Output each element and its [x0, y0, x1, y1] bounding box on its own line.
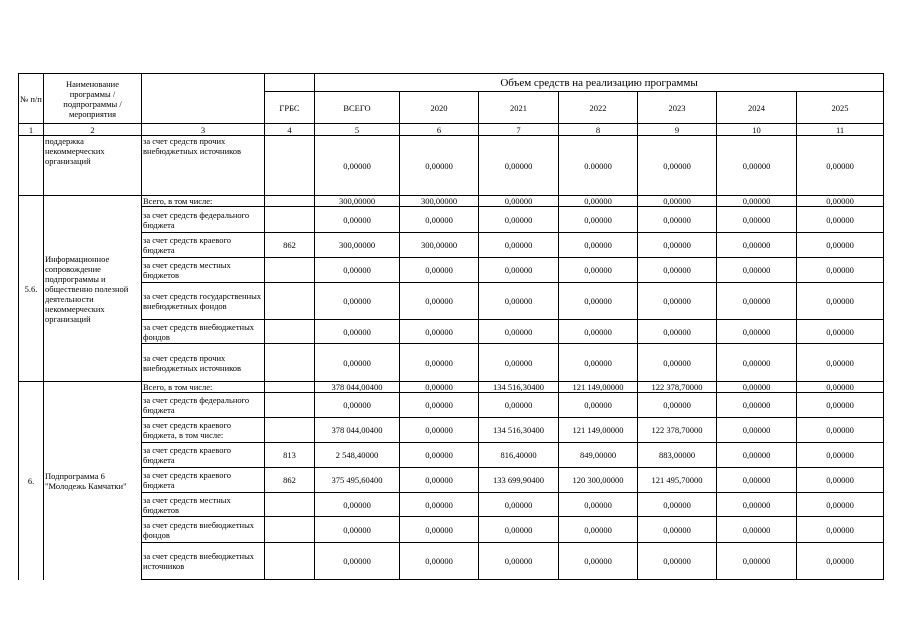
value-cell: 0,00000: [559, 207, 638, 233]
value-cell: 134 516,30400: [479, 418, 559, 443]
value-cell: 0,00000: [315, 344, 400, 382]
value-cell: 0,00000: [717, 382, 797, 393]
value-cell: 0,00000: [797, 382, 884, 393]
table-row: [19, 207, 884, 233]
value-cell: 0,00000: [638, 196, 717, 207]
table-body: [19, 136, 884, 580]
value-cell: 0,00000: [797, 543, 884, 580]
value-cell: 0,00000: [315, 543, 400, 580]
value-cell: 0,00000: [638, 493, 717, 517]
row-name: поддержка некоммерческих организаций: [44, 136, 142, 196]
value-cell: 0,00000: [479, 233, 559, 258]
header-source: [142, 74, 265, 124]
table-row: [19, 233, 884, 258]
row-source: за счет средств федерального бюджета: [142, 207, 265, 233]
header-total: ВСЕГО: [315, 92, 400, 124]
value-cell: 0,00000: [717, 258, 797, 283]
table-row: [19, 258, 884, 283]
value-cell: 0,00000: [638, 543, 717, 580]
table-row: [19, 493, 884, 517]
row-grbs: [265, 258, 315, 283]
table-row: [19, 443, 884, 468]
value-cell: 0,00000: [797, 196, 884, 207]
value-cell: 0,00000: [400, 344, 479, 382]
value-cell: 0,00000: [315, 517, 400, 543]
row-source: за счет средств местных бюджетов: [142, 258, 265, 283]
value-cell: 0,00000: [717, 393, 797, 418]
row-grbs: [265, 344, 315, 382]
value-cell: 0.00000: [559, 136, 638, 196]
value-cell: 0,00000: [717, 493, 797, 517]
value-cell: 0,00000: [638, 517, 717, 543]
value-cell: 0,00000: [559, 258, 638, 283]
row-grbs: [265, 196, 315, 207]
value-cell: 0,00000: [638, 344, 717, 382]
value-cell: 2 548,40000: [315, 443, 400, 468]
header-year: 2021: [479, 92, 559, 124]
row-grbs: [265, 493, 315, 517]
value-cell: 849,00000: [559, 443, 638, 468]
value-cell: 0,00000: [479, 320, 559, 344]
value-cell: 0,00000: [559, 320, 638, 344]
value-cell: 121 149,00000: [559, 418, 638, 443]
value-cell: 0,00000: [315, 258, 400, 283]
section-name: Подпрограмма 6 "Молодежь Камчатки": [44, 382, 142, 580]
value-cell: 0,00000: [638, 258, 717, 283]
header-grbs: ГРБС: [265, 92, 315, 124]
row-grbs: [265, 136, 315, 196]
header-num: № п/п: [19, 74, 44, 124]
row-grbs: [265, 382, 315, 393]
row-source: за счет средств государственных внебюджетных фондов: [142, 283, 265, 320]
value-cell: 816,40000: [479, 443, 559, 468]
value-cell: 0,00000: [638, 320, 717, 344]
column-number: 8: [559, 124, 638, 136]
row-source: за счет средств внебюджетных источников: [142, 543, 265, 580]
value-cell: 0,00000: [797, 320, 884, 344]
table-row: [19, 418, 884, 443]
header-name: Наименование программы / подпрограммы / мероприятия: [44, 74, 142, 124]
row-grbs: [265, 517, 315, 543]
value-cell: 121 495,70000: [638, 468, 717, 493]
row-grbs: 813: [265, 443, 315, 468]
column-number: 9: [638, 124, 717, 136]
value-cell: 0,00000: [717, 233, 797, 258]
column-number: 2: [44, 124, 142, 136]
value-cell: 0,00000: [559, 196, 638, 207]
column-number: 1: [19, 124, 44, 136]
section-name: Информационное сопровождение подпрограммы и общественно полезной деятельности некоммерческих организаций: [44, 196, 142, 382]
value-cell: 121 149,00000: [559, 382, 638, 393]
value-cell: 0,00000: [717, 283, 797, 320]
value-cell: 0,00000: [400, 207, 479, 233]
row-source: Всего, в том числе:: [142, 196, 265, 207]
table-row: [19, 344, 884, 382]
row-grbs: 862: [265, 233, 315, 258]
value-cell: 0,00000: [400, 418, 479, 443]
table-row: [19, 517, 884, 543]
row-num: [19, 136, 44, 196]
table-row: [19, 320, 884, 344]
row-source: за счет средств краевого бюджета: [142, 443, 265, 468]
row-grbs: [265, 543, 315, 580]
value-cell: 0,00000: [479, 258, 559, 283]
value-cell: 0,00000: [479, 207, 559, 233]
table-row: [19, 283, 884, 320]
value-cell: 0,00000: [717, 443, 797, 468]
value-cell: 133 699,90400: [479, 468, 559, 493]
header-volume-title: Объем средств на реализацию программы: [315, 74, 884, 92]
row-source: за счет средств прочих внебюджетных источников: [142, 344, 265, 382]
value-cell: 300,00000: [315, 196, 400, 207]
value-cell: 0,00000: [638, 207, 717, 233]
table-row: [19, 543, 884, 580]
value-cell: 0,00000: [400, 443, 479, 468]
value-cell: 0,00000: [400, 543, 479, 580]
table-row: [19, 136, 884, 196]
value-cell: 0,00000: [400, 468, 479, 493]
value-cell: 0,00000: [400, 393, 479, 418]
value-cell: 0,00000: [717, 517, 797, 543]
column-number: 3: [142, 124, 265, 136]
column-number: 10: [717, 124, 797, 136]
row-grbs: [265, 283, 315, 320]
value-cell: 0,00000: [717, 320, 797, 344]
value-cell: 0,00000: [559, 344, 638, 382]
value-cell: 0,00000: [479, 136, 559, 196]
value-cell: 378 044,00400: [315, 418, 400, 443]
row-grbs: [265, 393, 315, 418]
value-cell: 0,00000: [797, 258, 884, 283]
value-cell: 375 495,60400: [315, 468, 400, 493]
row-source: за счет средств внебюджетных фондов: [142, 320, 265, 344]
value-cell: 0,00000: [315, 393, 400, 418]
header-year: 2020: [400, 92, 479, 124]
value-cell: 0,00000: [797, 207, 884, 233]
value-cell: 0,00000: [479, 493, 559, 517]
value-cell: 300,00000: [400, 196, 479, 207]
value-cell: 0,00000: [638, 393, 717, 418]
value-cell: 0,00000: [400, 517, 479, 543]
value-cell: 0,00000: [717, 207, 797, 233]
value-cell: 0,00000: [559, 517, 638, 543]
value-cell: 0,00000: [315, 493, 400, 517]
header-year: 2023: [638, 92, 717, 124]
value-cell: 0,00000: [717, 136, 797, 196]
column-number-row: [19, 124, 884, 136]
program-funding-table: [18, 73, 884, 580]
value-cell: 0,00000: [797, 283, 884, 320]
row-source: за счет средств прочих внебюджетных источников: [142, 136, 265, 196]
section-num: 6.: [19, 382, 44, 580]
value-cell: 0,00000: [400, 493, 479, 517]
value-cell: 0,00000: [559, 393, 638, 418]
value-cell: 0,00000: [315, 320, 400, 344]
value-cell: 0,00000: [400, 320, 479, 344]
budget-table-page: [18, 73, 883, 580]
value-cell: 0,00000: [400, 136, 479, 196]
value-cell: 120 300,00000: [559, 468, 638, 493]
value-cell: 0,00000: [479, 517, 559, 543]
value-cell: 0,00000: [400, 258, 479, 283]
value-cell: 0,00000: [797, 233, 884, 258]
value-cell: 0,00000: [797, 493, 884, 517]
row-source: за счет средств федерального бюджета: [142, 393, 265, 418]
table-header: [19, 74, 884, 136]
value-cell: 0,00000: [797, 418, 884, 443]
value-cell: 0,00000: [797, 443, 884, 468]
column-number: 6: [400, 124, 479, 136]
column-number: 7: [479, 124, 559, 136]
value-cell: 0,00000: [717, 196, 797, 207]
value-cell: 300,00000: [400, 233, 479, 258]
value-cell: 134 516,30400: [479, 382, 559, 393]
value-cell: 883,00000: [638, 443, 717, 468]
value-cell: 0,00000: [638, 283, 717, 320]
value-cell: 0,00000: [315, 283, 400, 320]
header-year: 2022: [559, 92, 638, 124]
header-year: 2025: [797, 92, 884, 124]
table-row: [19, 382, 884, 393]
value-cell: 0,00000: [797, 517, 884, 543]
table-row: [19, 196, 884, 207]
value-cell: 0,00000: [559, 233, 638, 258]
row-source: за счет средств местных бюджетов: [142, 493, 265, 517]
value-cell: 0,00000: [479, 393, 559, 418]
table-row: [19, 393, 884, 418]
row-grbs: 862: [265, 468, 315, 493]
value-cell: 0,00000: [479, 283, 559, 320]
column-number: 11: [797, 124, 884, 136]
value-cell: 0,00000: [717, 418, 797, 443]
row-grbs: [265, 320, 315, 344]
row-source: за счет средств краевого бюджета: [142, 233, 265, 258]
row-source: за счет средств внебюджетных фондов: [142, 517, 265, 543]
value-cell: 122 378,70000: [638, 382, 717, 393]
value-cell: 0,00000: [315, 136, 400, 196]
value-cell: 0,00000: [797, 136, 884, 196]
value-cell: 0,00000: [638, 136, 717, 196]
header-year: 2024: [717, 92, 797, 124]
row-grbs: [265, 207, 315, 233]
value-cell: 0,00000: [797, 344, 884, 382]
value-cell: 0,00000: [717, 344, 797, 382]
value-cell: 0,00000: [479, 196, 559, 207]
value-cell: 0,00000: [717, 543, 797, 580]
value-cell: 300,00000: [315, 233, 400, 258]
value-cell: 378 044,00400: [315, 382, 400, 393]
value-cell: 0,00000: [717, 468, 797, 493]
section-num: 5.6.: [19, 196, 44, 382]
value-cell: 0,00000: [638, 233, 717, 258]
row-source: за счет средств краевого бюджета: [142, 468, 265, 493]
value-cell: 0,00000: [797, 468, 884, 493]
value-cell: 0,00000: [559, 543, 638, 580]
value-cell: 0,00000: [400, 283, 479, 320]
row-source: за счет средств краевого бюджета, в том числе:: [142, 418, 265, 443]
value-cell: 0,00000: [400, 382, 479, 393]
value-cell: 0,00000: [559, 283, 638, 320]
column-number: 4: [265, 124, 315, 136]
value-cell: 122 378,70000: [638, 418, 717, 443]
value-cell: 0,00000: [479, 543, 559, 580]
row-source: Всего, в том числе:: [142, 382, 265, 393]
value-cell: 0,00000: [797, 393, 884, 418]
value-cell: 0,00000: [479, 344, 559, 382]
header-grbs-top: [265, 74, 315, 92]
row-grbs: [265, 418, 315, 443]
value-cell: 0,00000: [315, 207, 400, 233]
value-cell: 0,00000: [559, 493, 638, 517]
column-number: 5: [315, 124, 400, 136]
table-row: [19, 468, 884, 493]
